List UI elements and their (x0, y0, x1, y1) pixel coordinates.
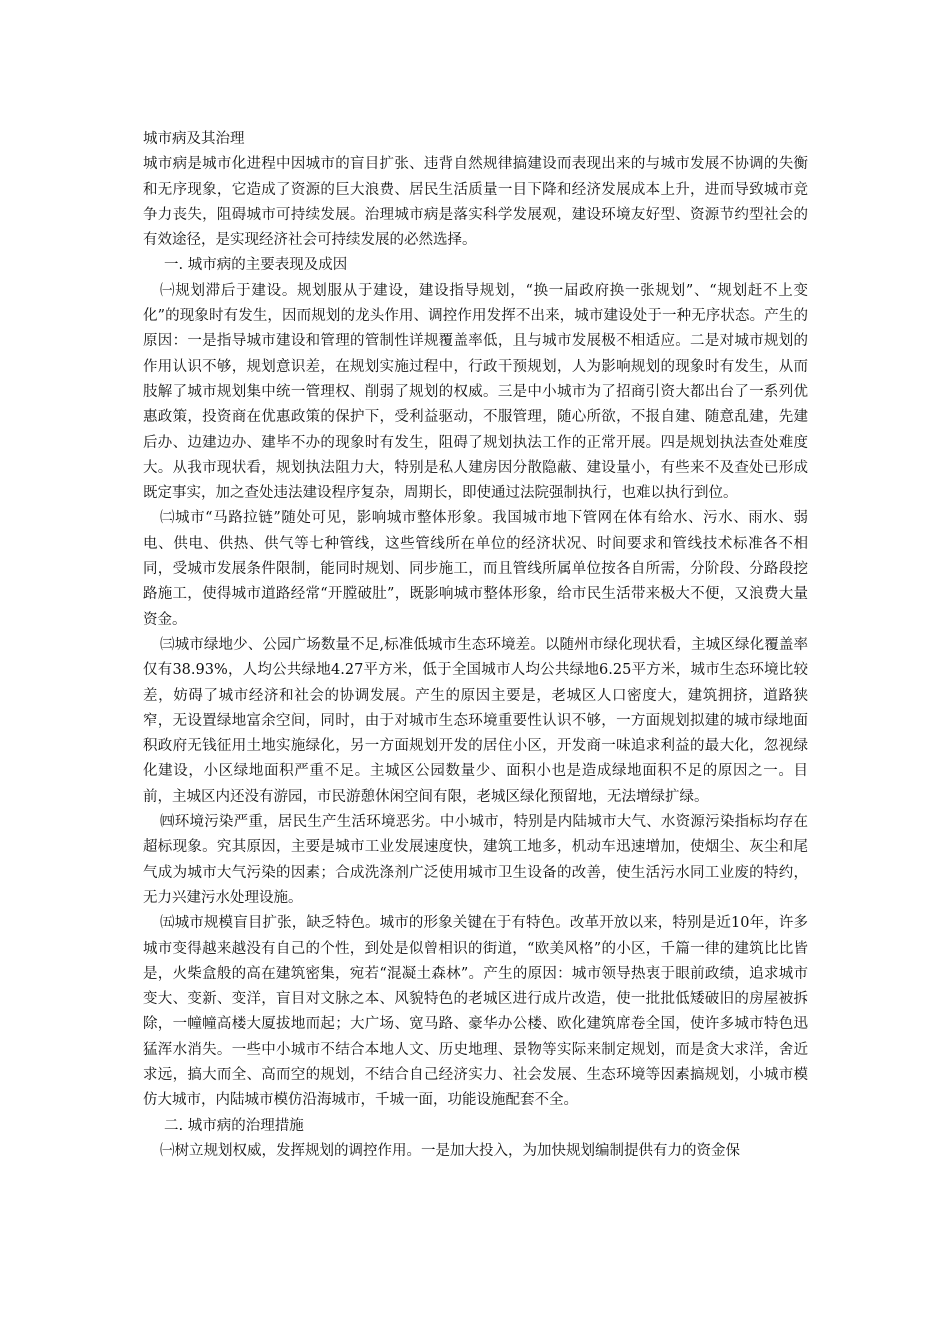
document-body (143, 127, 808, 1164)
section-1-paragraph-4: ㈣环境污染严重，居民生产生活环境恶劣。中小城市，特别是内陆城市大气、水资源污染指标均存在超标现象。究其原因，主要是城市工业发展速度快，建筑工地多，机动车迅速增加，使烟尘、灰尘和尾气成为城市大气污染的因素；合成洗涤剂广泛使用城市卫生设备的改善，使生活污水同工业废的特约，无力兴建污水处理设施。 (143, 814, 808, 906)
section-2-paragraph-1: ㈠树立规划权威，发挥规划的调控作用。一是加大投入，为加快规划编制提供有力的资金保 (160, 1142, 740, 1159)
section-1-paragraph-5: ㈤城市规模盲目扩张，缺乏特色。城市的形象关键在于有特色。改革开放以来，特别是近10年，许多城市变得越来越没有自己的个性，到处是似曾相识的街道，“欧美风格”的小区，千篇一律的建筑比比皆是，火柴盒般的高在建筑密集，宛若“混凝土森林”。产生的原因：城市领导热衷于眼前政绩，追求城市变大、变新、变洋，盲目对文脉之本、风貌特色的老城区进行成片改造，使一批批低矮破旧的房屋被拆除，一幢幢高楼大厦拔地而起；大广场、宽马路、豪华办公楼、欧化建筑席卷全国，使许多城市特色迅猛浑水消失。一些中小城市不结合本地人文、历史地理、景物等实际来制定规划，而是贪大求洋，舍近求远，搞大而全、高而空的规划，不结合自己经济实力、社会发展、生态环境等因素搞规划，小城市模仿大城市，内陆城市模仿沿海城市，千城一面，功能设施配套不全。 (143, 915, 808, 1109)
section-1-paragraph-1: ㈠规划滞后于建设。规划服从于建设，建设指导规划，“换一届政府换一张规划”、“规划赶不上变化”的现象时有发生，因而规划的龙头作用、调控作用发挥不出来，城市建设处于一种无序状态。产生的原因：一是指导城市建设和管理的管制性详规覆盖率低，且与城市发展极不相适应。二是对城市规划的作用认识不够，规划意识差，在规划实施过程中，行政干预规划，人为影响规划的现象时有发生，从而肢解了城市规划集中统一管理权、削弱了规划的权威。三是中小城市为了招商引资大都出台了一系列优惠政策，投资商在优惠政策的保护下，受利益驱动，不服管理，随心所欲，不报自建、随意乱建，先建后办、边建边办、建毕不办的现象时有发生，阻碍了规划执法工作的正常开展。四是规划执法查处难度大。从我市现状看，规划执法阻力大，特别是私人建房因分散隐蔽、建设量小，有些来不及查处已形成既定事实，加之查处违法建设程序复杂，周期长，即使通过法院强制执行，也难以执行到位。 (143, 282, 808, 502)
section-1-paragraph-2: ㈡城市“马路拉链”随处可见，影响城市整体形象。我国城市地下管网在体有给水、污水、雨水、弱电、供电、供热、供气等七种管线，这些管线所在单位的经济状况、时间要求和管线技术标准各不相同，受城市发展条件限制，能同时规划、同步施工，而且管线所属单位按各自所需，分阶段、分路段挖路施工，使得城市道路经常“开膛破肚”，既影响城市整体形象，给市民生活带来极大不便，又浪费大量资金。 (143, 510, 808, 628)
intro-paragraph: 城市病是城市化进程中因城市的盲目扩张、违背自然规律搞建设而表现出来的与城市发展不协调的失衡和无序现象，它造成了资源的巨大浪费、居民生活质量一目下降和经济发展成本上升，进而导致城市竞争力丧失，阻碍城市可持续发展。治理城市病是落实科学发展观，建设环境友好型、资源节约型社会的有效途径，是实现经济社会可持续发展的必然选择。 (143, 156, 808, 249)
document-title: 城市病及其治理 (143, 131, 245, 147)
section-2-heading: 二. 城市病的治理措施 (164, 1117, 304, 1134)
section-1-paragraph-3: ㈢城市绿地少、公园广场数量不足,标准低城市生态环境差。以随州市绿化现状看，主城区绿化覆盖率仅有38.93%，人均公共绿地4.27平方米，低于全国城市人均公共绿地6.25平方米，城市生态环境比较差，妨碍了城市经济和社会的协调发展。产生的原因主要是，老城区人口密度大，建筑拥挤，道路狭窄，无设置绿地富余空间，同时，由于对城市生态环境重要性认识不够，一方面规划拟建的城市绿地面积政府无钱征用土地实施绿化，另一方面规划开发的居住小区，开发商一味追求利益的最大化，忽视绿化建设，小区绿地面积严重不足。主城区公园数量少、面积小也是造成绿地面积不足的原因之一。目前，主城区内还没有游园，市民游憩休闲空间有限，老城区绿化预留地，无法增绿扩绿。 (143, 636, 808, 805)
section-1-heading: 一. 城市病的主要表现及成因 (164, 257, 348, 274)
